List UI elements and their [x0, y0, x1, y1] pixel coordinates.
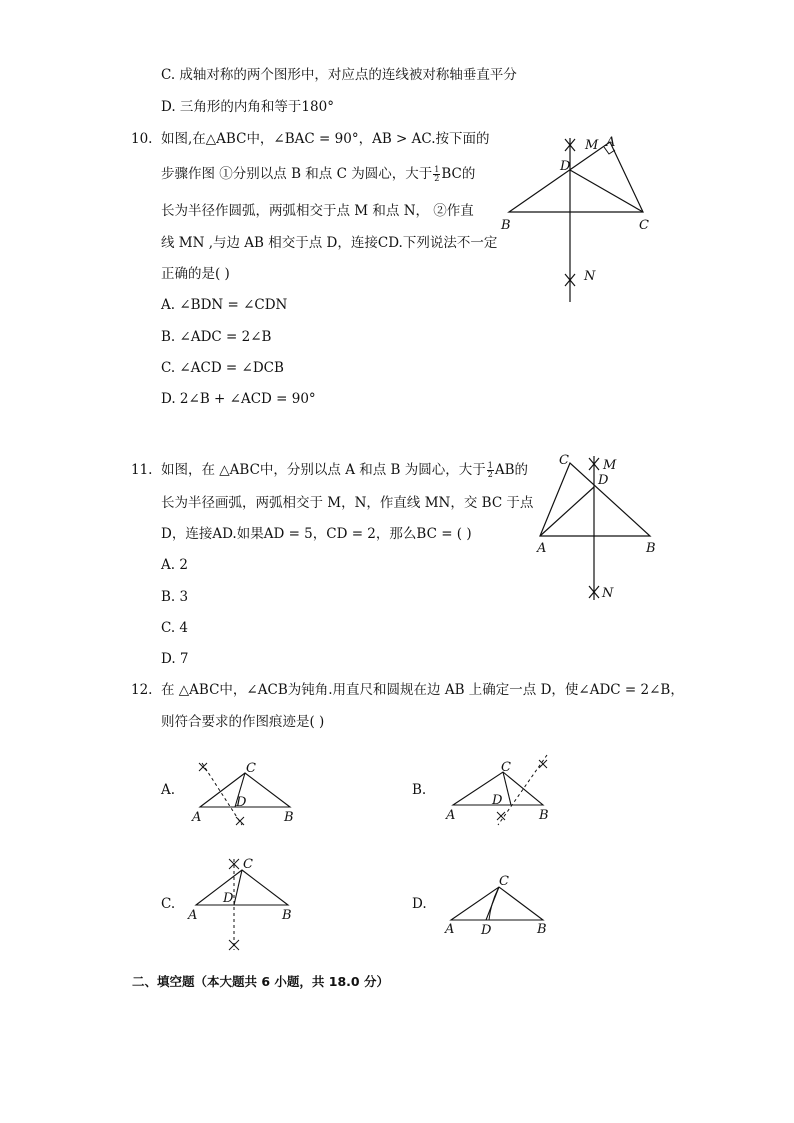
- q12-label-b: B.: [412, 782, 427, 798]
- q11-label-c: C: [559, 453, 569, 468]
- q12c-label-b: B: [282, 908, 292, 923]
- q12d-label-c: C: [499, 874, 509, 889]
- q10-stem-line-1: 如图,在△ABC中，∠BAC = 90°，AB > AC.按下面的: [161, 131, 490, 147]
- q10-label-a: A: [606, 135, 616, 150]
- q12-stem-line-2: 则符合要求的作图痕迹是( ): [161, 714, 325, 730]
- q12b-label-d: D: [492, 793, 503, 808]
- q12-stem-line-1: 在 △ABC中，∠ACB为钝角.用直尺和圆规在边 AB 上确定一点 D，使∠ADC = 2∠B，: [161, 682, 684, 698]
- q12-figure-a: [190, 755, 310, 835]
- q12-number: 12.: [131, 682, 153, 698]
- q11-label-m: M: [603, 458, 617, 473]
- q10-option-c: C. ∠ACD = ∠DCB: [161, 360, 284, 376]
- q12-figure-c: [188, 855, 308, 955]
- q12c-label-c: C: [243, 857, 253, 872]
- q11-label-a: A: [537, 541, 547, 556]
- q12a-label-b: B: [284, 810, 294, 825]
- q11-option-c: C. 4: [161, 620, 189, 636]
- q12c-label-a: A: [188, 908, 198, 923]
- q10-option-a: A. ∠BDN = ∠CDN: [161, 297, 288, 313]
- q10-stem-line-5: 正确的是( ): [161, 266, 230, 282]
- q11-option-a: A. 2: [161, 557, 188, 573]
- q12d-label-b: B: [537, 922, 547, 937]
- q10-stem-line-3: 长为半径作圆弧，两弧相交于点 M 和点 N， ②作直: [161, 203, 474, 219]
- q12b-label-b: B: [539, 808, 549, 823]
- q12b-label-a: A: [446, 808, 456, 823]
- q9-option-c: C. 成轴对称的两个图形中，对应点的连线被对称轴垂直平分: [161, 67, 517, 83]
- q12a-label-d: D: [236, 795, 247, 810]
- q12-label-a: A.: [161, 782, 176, 798]
- q10-label-m: M: [585, 138, 599, 153]
- q11-option-b: B. 3: [161, 589, 189, 605]
- q11-option-d: D. 7: [161, 651, 189, 667]
- q12-label-c: C.: [161, 896, 176, 912]
- q11-label-n: N: [602, 586, 614, 601]
- q11-stem-line-3: D，连接AD.如果AD = 5，CD = 2，那么BC = ( ): [161, 526, 472, 542]
- q10-label-n: N: [584, 269, 596, 284]
- q12-figure-d: [443, 870, 563, 940]
- q12d-label-a: A: [445, 922, 455, 937]
- q10-option-b: B. ∠ADC = 2∠B: [161, 329, 272, 345]
- fraction-half: $\frac{1}{2}$: [487, 461, 493, 479]
- q10-figure: [495, 130, 670, 310]
- q11-stem-line-2: 长为半径画弧，两弧相交于 M，N，作直线 MN，交 BC 于点: [161, 495, 534, 511]
- q11-figure: [530, 450, 670, 610]
- q10-option-d: D. 2∠B + ∠ACD = 90°: [161, 391, 316, 407]
- q10-stem-line-4: 线 MN ,与边 AB 相交于点 D，连接CD.下列说法不一定: [161, 235, 498, 251]
- section-2-heading: 二、填空题（本大题共 6 小题，共 18.0 分）: [132, 974, 389, 989]
- q10-label-d: D: [560, 159, 571, 174]
- q12a-label-a: A: [192, 810, 202, 825]
- q11-label-b: B: [646, 541, 656, 556]
- q10-stem-line-2: 步骤作图 ①分别以点 B 和点 C 为圆心，大于 $\frac{1}{2}$ BC的: [161, 165, 476, 183]
- q12a-label-c: C: [246, 761, 256, 776]
- q12b-label-c: C: [501, 760, 511, 775]
- q12c-label-d: D: [223, 891, 234, 906]
- q9-option-d: D. 三角形的内角和等于180°: [161, 99, 334, 115]
- q10-number: 10.: [131, 131, 153, 147]
- q12-label-d: D.: [412, 896, 427, 912]
- q11-label-d: D: [598, 473, 609, 488]
- q11-number: 11.: [131, 462, 153, 478]
- q12d-label-d: D: [481, 923, 492, 938]
- q10-label-b: B: [501, 218, 511, 233]
- q12-figure-b: [443, 755, 563, 835]
- q11-stem-line-1: 如图，在 △ABC中，分别以点 A 和点 B 为圆心，大于 $\frac{1}{2}$ AB的: [161, 461, 529, 479]
- fraction-half: $\frac{1}{2}$: [434, 165, 440, 183]
- q10-label-c: C: [639, 218, 649, 233]
